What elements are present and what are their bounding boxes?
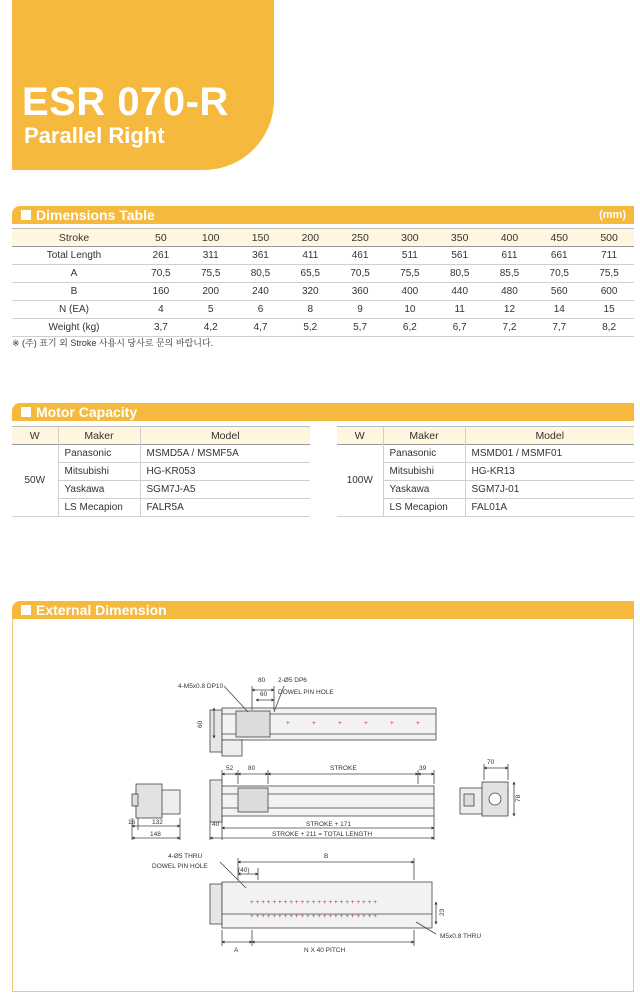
- value-cell: 150: [251, 231, 270, 244]
- value-cell: 70,5: [350, 268, 370, 279]
- table-header-row: [12, 229, 634, 247]
- label-148: 148: [150, 831, 161, 838]
- dimensions-table: [12, 228, 634, 337]
- label-23: 23: [439, 908, 446, 916]
- value-cell: 500: [600, 231, 618, 244]
- maker-cell: LS Mecapion: [383, 499, 465, 517]
- model-cell: SGM7J-A5: [146, 484, 196, 495]
- stroke-note: ※ (주) 표기 외 Stroke 사용시 당사로 문의 바랍니다.: [12, 338, 214, 348]
- dimensions-title: Dimensions Table: [36, 207, 155, 223]
- label-pin-hole: DOWEL PIN HOLE: [278, 689, 334, 696]
- table-row: [337, 445, 634, 463]
- maker-cell: Mitsubishi: [58, 463, 140, 481]
- label-40: 40: [212, 821, 220, 828]
- value-cell: 250: [351, 231, 369, 244]
- value-cell: 5,7: [353, 322, 368, 333]
- value-cell: 5,2: [303, 322, 318, 333]
- svg-text:+: +: [416, 720, 420, 727]
- label-thru: 4-Ø5 THRU: [168, 853, 203, 860]
- label-b: B: [324, 853, 329, 860]
- value-cell: 480: [501, 286, 518, 297]
- value-cell: 6,2: [402, 322, 417, 333]
- square-bullet-icon: [21, 210, 31, 220]
- svg-text:+: +: [312, 720, 316, 727]
- value-cell: 400: [500, 231, 519, 244]
- maker-cell: Mitsubishi: [383, 463, 465, 481]
- value-cell: 9: [357, 304, 363, 315]
- model-title: ESR 070-R: [22, 80, 229, 124]
- model-cell: FAL01A: [471, 502, 508, 513]
- value-cell: 361: [252, 250, 269, 261]
- value-cell: 65,5: [300, 268, 321, 279]
- value-cell: 611: [501, 250, 518, 261]
- label-tap: 4-M5x0.8 DP10: [178, 683, 224, 690]
- value-cell: 200: [202, 286, 220, 297]
- table-row: [12, 247, 634, 265]
- label-132: 132: [152, 819, 163, 826]
- model-cell: MSMD5A / MSMF5A: [146, 448, 239, 459]
- value-cell: 80,5: [250, 268, 271, 279]
- value-cell: 80,5: [449, 268, 470, 279]
- model-cell: HG-KR13: [471, 466, 515, 477]
- svg-text:+: +: [364, 720, 368, 727]
- value-cell: 4,2: [203, 322, 218, 333]
- model-cell: SGM7J-01: [471, 484, 520, 495]
- value-cell: 4,7: [253, 322, 268, 333]
- value-cell: 400: [401, 286, 419, 297]
- maker-cell: LS Mecapion: [58, 499, 140, 517]
- value-cell: 261: [152, 250, 170, 261]
- model-cell: HG-KR053: [146, 466, 196, 477]
- value-cell: 50: [155, 231, 167, 244]
- table-header-row: [337, 427, 634, 445]
- value-cell: 85,5: [499, 268, 520, 279]
- table-row: [12, 265, 634, 283]
- label-70: 70: [487, 759, 495, 766]
- label-a: A: [234, 947, 239, 954]
- square-bullet-icon: [21, 407, 31, 417]
- svg-text:+ + + + + + + + + + + + + + +: + + + + + + + + + + + + + + + + + + + + + + +: [250, 913, 378, 920]
- row-label-cell: Stroke: [58, 231, 90, 244]
- table-row: [12, 301, 634, 319]
- value-cell: 561: [451, 250, 469, 261]
- table-row: [12, 445, 310, 463]
- value-cell: 160: [152, 286, 170, 297]
- value-cell: 70,5: [151, 268, 171, 279]
- maker-cell: Panasonic: [383, 445, 465, 463]
- dimensions-section-header: [12, 206, 634, 224]
- motor-section-header: [12, 403, 634, 421]
- maker-cell: Yaskawa: [383, 481, 465, 499]
- value-cell: 311: [202, 250, 219, 261]
- value-cell: 75,5: [599, 268, 619, 279]
- row-label-cell: B: [70, 286, 78, 297]
- watt-cell: 50W: [12, 445, 58, 517]
- table-row: [12, 283, 634, 301]
- value-cell: 70,5: [549, 268, 569, 279]
- value-cell: 100: [201, 231, 220, 244]
- value-cell: 411: [302, 250, 319, 261]
- value-cell: 6,7: [452, 322, 467, 333]
- table-row: [12, 319, 634, 337]
- value-cell: 6: [257, 304, 264, 315]
- model-cell: FALR5A: [146, 502, 184, 513]
- value-cell: 200: [301, 231, 320, 244]
- motor-table-right: [337, 426, 634, 517]
- svg-text:+: +: [338, 720, 342, 727]
- value-cell: 461: [351, 250, 369, 261]
- svg-text:+: +: [390, 720, 394, 727]
- label-m5-thru: M5x0.8 THRU: [440, 933, 482, 940]
- label-52: 52: [226, 765, 234, 772]
- header-model: Model: [535, 429, 565, 442]
- motor-table-left: [12, 426, 310, 517]
- value-cell: 15: [603, 304, 615, 315]
- right-end-view: [460, 764, 514, 816]
- value-cell: 240: [252, 286, 269, 297]
- header-model: Model: [210, 429, 240, 442]
- label-thru-hole: DOWEL PIN HOLE: [152, 863, 208, 870]
- side-view: [210, 770, 434, 840]
- maker-cell: Panasonic: [58, 445, 140, 463]
- value-cell: 10: [404, 304, 416, 315]
- header-w: W: [337, 427, 383, 445]
- value-cell: 75,5: [400, 268, 420, 279]
- value-cell: 8,2: [602, 322, 617, 333]
- value-cell: 14: [553, 304, 565, 315]
- table-header-row: [12, 427, 310, 445]
- value-cell: 11: [454, 304, 465, 315]
- value-cell: 5: [207, 304, 214, 315]
- motor-block: [210, 710, 222, 752]
- external-section-header: [12, 601, 634, 619]
- value-cell: 450: [550, 231, 569, 244]
- motor-title: Motor Capacity: [36, 404, 138, 420]
- label-total: STROKE + 211 = TOTAL LENGTH: [272, 831, 373, 838]
- external-dimension-drawing: [12, 618, 634, 992]
- value-cell: 12: [503, 304, 516, 315]
- square-bullet-icon: [21, 605, 31, 615]
- label-80-top: 80: [258, 677, 266, 684]
- svg-text:+: +: [286, 720, 290, 727]
- header-maker: Maker: [383, 427, 465, 445]
- value-cell: 7,2: [502, 322, 517, 333]
- label-78: 78: [515, 794, 522, 802]
- external-title: External Dimension: [36, 602, 167, 618]
- value-cell: 350: [450, 231, 469, 244]
- dimensions-unit: (mm): [599, 209, 626, 221]
- header-maker: Maker: [58, 427, 140, 445]
- value-cell: 560: [550, 286, 568, 297]
- value-cell: 7,7: [552, 322, 567, 333]
- value-cell: 4: [158, 304, 164, 315]
- value-cell: 320: [301, 286, 319, 297]
- top-view: [210, 686, 436, 756]
- slider-block: [236, 711, 270, 737]
- value-cell: 711: [601, 250, 618, 261]
- row-label-cell: A: [70, 268, 78, 279]
- label-pin: 2-Ø5 DP6: [278, 677, 307, 684]
- label-80-mid: 80: [248, 765, 256, 772]
- label-pitch: N X 40 PITCH: [304, 947, 346, 954]
- row-label-cell: Total Length: [46, 250, 102, 261]
- value-cell: 3,7: [153, 322, 168, 333]
- maker-cell: Yaskawa: [58, 481, 140, 499]
- watt-cell: 100W: [337, 445, 383, 517]
- model-subtitle: Parallel Right: [24, 123, 165, 148]
- label-60-top: 60: [260, 691, 268, 698]
- value-cell: 440: [451, 286, 469, 297]
- header-w: W: [12, 427, 58, 445]
- label-60-side: 60: [197, 720, 204, 728]
- value-cell: 661: [550, 250, 568, 261]
- row-label-cell: Weight (kg): [48, 322, 100, 333]
- value-cell: 75,5: [200, 268, 221, 279]
- label-39: 39: [419, 765, 427, 772]
- svg-text:+ + + + + + + + + + + + + + +: + + + + + + + + + + + + + + + + + + + + + + +: [250, 899, 378, 906]
- value-cell: 8: [307, 304, 314, 315]
- label-40-paren: (40): [238, 867, 250, 874]
- row-label-cell: N (EA): [59, 304, 89, 315]
- value-cell: 600: [600, 286, 618, 297]
- value-cell: 360: [351, 286, 369, 297]
- label-16: 16: [128, 819, 136, 826]
- label-stroke: STROKE: [330, 765, 357, 772]
- model-cell: MSMD01 / MSMF01: [471, 448, 563, 459]
- label-stroke-171: STROKE + 171: [306, 821, 351, 828]
- value-cell: 511: [401, 250, 418, 261]
- value-cell: 300: [401, 231, 419, 244]
